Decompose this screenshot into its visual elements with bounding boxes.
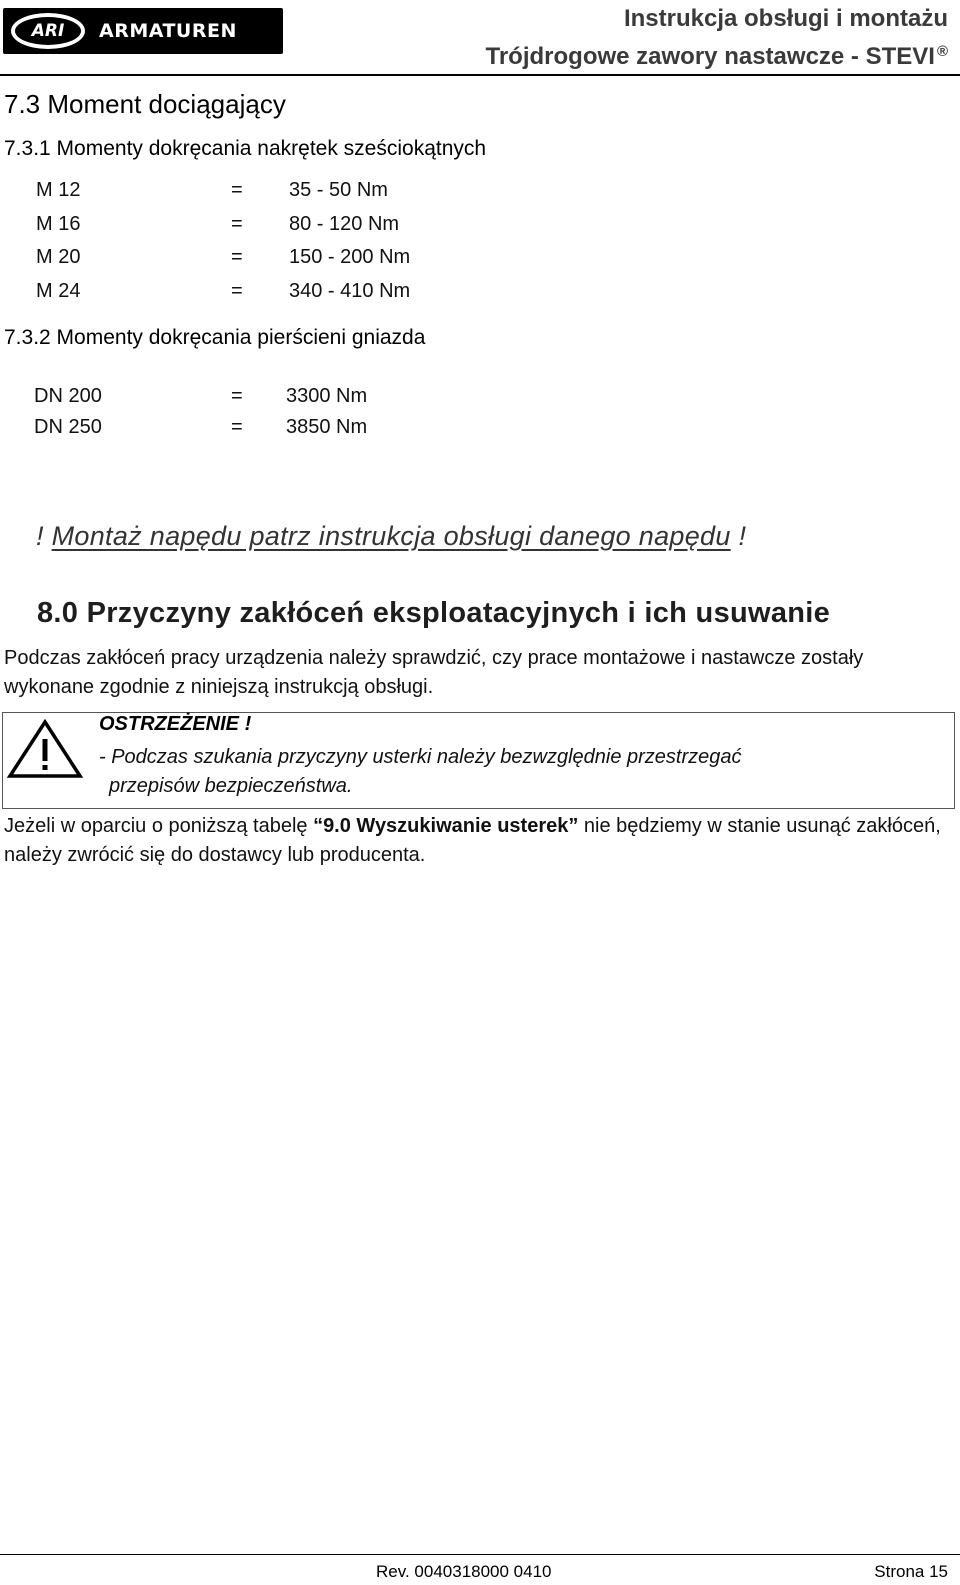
troubleshooting-table-ref: “9.0 Wyszukiwanie usterek”	[313, 815, 579, 837]
torque-size: M 12	[36, 179, 81, 201]
section-7-3-2-heading: 7.3.2 Momenty dokręcania pierścieni gniazda	[4, 326, 426, 349]
warning-title: OSTRZEŻENIE !	[99, 713, 252, 735]
torque-eq: =	[231, 280, 243, 302]
warning-line1: - Podczas szukania przyczyny usterki należy bezwzględnie przestrzegać	[99, 746, 742, 768]
torque-value: 3850 Nm	[286, 416, 368, 438]
footer-divider	[0, 1554, 960, 1555]
registered-mark: ®	[936, 43, 948, 60]
logo-wordmark: ARMATUREN	[99, 20, 237, 42]
ari-armaturen-logo	[3, 8, 283, 54]
torque-eq: =	[231, 246, 243, 268]
header-divider	[0, 74, 960, 76]
torque-value: 3300 Nm	[286, 385, 368, 407]
actuator-note: ! Montaż napędu patrz instrukcja obsługi danego napędu !	[36, 521, 747, 551]
torque-value: 80 - 120 Nm	[289, 213, 400, 235]
torque-eq: =	[231, 416, 243, 438]
document-title-line1: Instrukcja obsługi i montażu	[623, 5, 948, 32]
torque-value: 340 - 410 Nm	[289, 280, 411, 302]
actuator-note-text: Montaż napędu patrz instrukcja obsługi danego napędu	[51, 521, 731, 551]
revision-number: Rev. 0040318000 0410	[376, 1562, 552, 1581]
section-7-3-heading: 7.3 Moment dociągający	[4, 89, 286, 119]
logo-badge	[11, 13, 85, 49]
document-title	[486, 2, 949, 73]
troubleshooting-reference: Jeżeli w oparciu o poniższą tabelę “9.0 Wyszukiwanie usterek” nie będziemy w stanie usunąć zakłóceń, należy zwrócić się do dostawcy lub producenta.	[4, 815, 941, 866]
torque-size: DN 200	[34, 385, 102, 407]
section-7-3-1-heading: 7.3.1 Momenty dokręcania nakrętek sześciokątnych	[4, 137, 487, 160]
warning-box	[2, 712, 955, 809]
torque-size: M 20	[36, 246, 81, 268]
torque-value: 150 - 200 Nm	[289, 246, 411, 268]
warning-line2: przepisów bezpieczeństwa.	[109, 775, 353, 797]
torque-eq: =	[231, 179, 243, 201]
torque-size: DN 250	[34, 416, 102, 438]
section-8-heading: 8.0 Przyczyny zakłóceń eksploatacyjnych i ich usuwanie	[37, 597, 831, 629]
page-number: Strona 15	[874, 1562, 948, 1581]
torque-size: M 24	[36, 280, 81, 302]
section-8-intro: Podczas zakłóceń pracy urządzenia należy sprawdzić, czy prace montażowe i nastawcze zostały wykonane zgodnie z niniejszą instrukcją obsługi.	[4, 647, 864, 698]
torque-size: M 16	[36, 213, 81, 235]
warning-triangle-icon	[7, 719, 83, 779]
document-title-line2: Trójdrogowe zawory nastawcze - STEVI ®	[485, 43, 948, 70]
torque-value: 35 - 50 Nm	[289, 179, 388, 201]
torque-eq: =	[231, 385, 243, 407]
torque-eq: =	[231, 213, 243, 235]
logo-badge-text: ARI	[31, 21, 65, 41]
